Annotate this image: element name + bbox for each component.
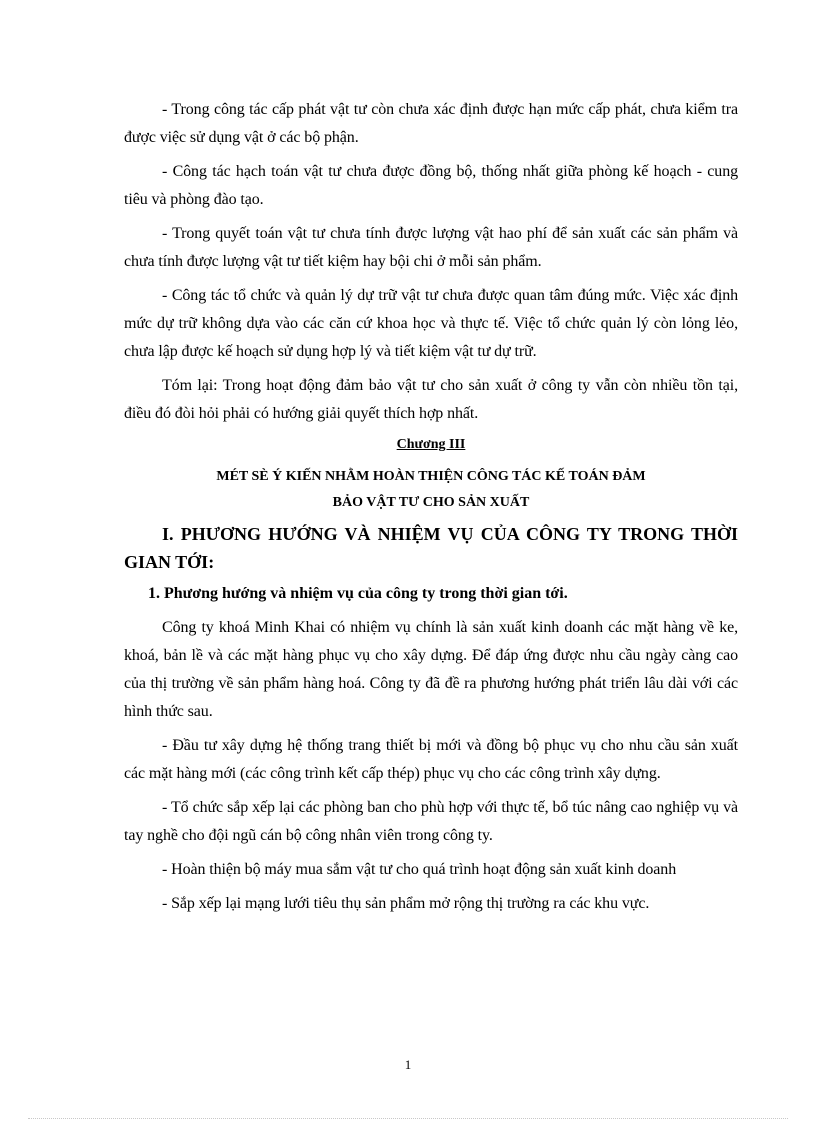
page-bottom-divider — [28, 1118, 788, 1119]
section-heading: I. PHƯƠNG HƯỚNG VÀ NHIỆM VỤ CỦA CÔNG TY TRONG THỜI GIAN TỚI: — [124, 524, 738, 572]
page-number: 1 — [404, 1057, 412, 1072]
paragraph: - Hoàn thiện bộ máy mua sắm vật tư cho quá trình hoạt động sản xuất kinh doanh — [162, 861, 677, 878]
chapter-title-line-2: BẢO VẬT TƯ CHO SẢN XUẤT — [332, 495, 530, 510]
paragraph: Công ty khoá Minh Khai có nhiệm vụ chính là sản xuất kinh doanh các mặt hàng về ke, khoá, bản lề và các mặt hàng phục vụ cho xây dựng. Để đáp ứng được nhu cầu ngày càng cao của thị trường về sản phẩm hàng hoá. Công ty đã đề ra phương hướng phát triển lâu dài với các hình thức sau. — [124, 619, 738, 720]
paragraph: - Sắp xếp lại mạng lưới tiêu thụ sản phẩm mở rộng thị trường ra các khu vực. — [162, 895, 650, 912]
sub-heading: 1. Phương hướng và nhiệm vụ của công ty trong thời gian tới. — [148, 585, 568, 602]
chapter-title-line-1: MÉT SÈ Ý KIẾN NHẰM HOÀN THIỆN CÔNG TÁC KẾ TOÁN ĐẢM — [216, 469, 646, 484]
chapter-label: Chương III — [396, 437, 466, 452]
paragraph: - Công tác hạch toán vật tư chưa được đồng bộ, thống nhất giữa phòng kế hoạch - cung tiêu và phòng đào tạo. — [124, 163, 738, 208]
paragraph: - Đầu tư xây dựng hệ thống trang thiết bị mới và đồng bộ phục vụ cho nhu cầu sản xuất các mặt hàng mới (các công trình kết cấp thép) phục vụ cho các công trình xây dựng. — [124, 737, 738, 782]
chapter-title — [124, 464, 738, 516]
paragraph: - Trong công tác cấp phát vật tư còn chưa xác định được hạn mức cấp phát, chưa kiểm tra được việc sử dụng vật ở các bộ phận. — [124, 101, 738, 146]
paragraph: - Trong quyết toán vật tư chưa tính được lượng vật hao phí để sản xuất các sản phẩm và chưa tính được lượng vật tư tiết kiệm hay bội chi ở mỗi sản phẩm. — [124, 225, 738, 270]
paragraph: - Tổ chức sắp xếp lại các phòng ban cho phù hợp với thực tế, bổ túc nâng cao nghiệp vụ và tay nghề cho đội ngũ cán bộ công nhân viên trong công ty. — [124, 799, 738, 844]
paragraph: - Công tác tổ chức và quản lý dự trữ vật tư chưa được quan tâm đúng mức. Việc xác định mức dự trữ không dựa vào các căn cứ khoa học và thực tế. Việc tổ chức quản lý còn lỏng lẻo, chưa lập được kế hoạch sử dụng hợp lý và tiết kiệm vật tư dự trữ. — [124, 287, 738, 360]
document-page — [124, 96, 738, 924]
summary-paragraph: Tóm lại: Trong hoạt động đảm bảo vật tư cho sản xuất ở công ty vẫn còn nhiều tồn tại, điều đó đòi hỏi phải có hướng giải quyết thích hợp nhất. — [124, 377, 738, 422]
